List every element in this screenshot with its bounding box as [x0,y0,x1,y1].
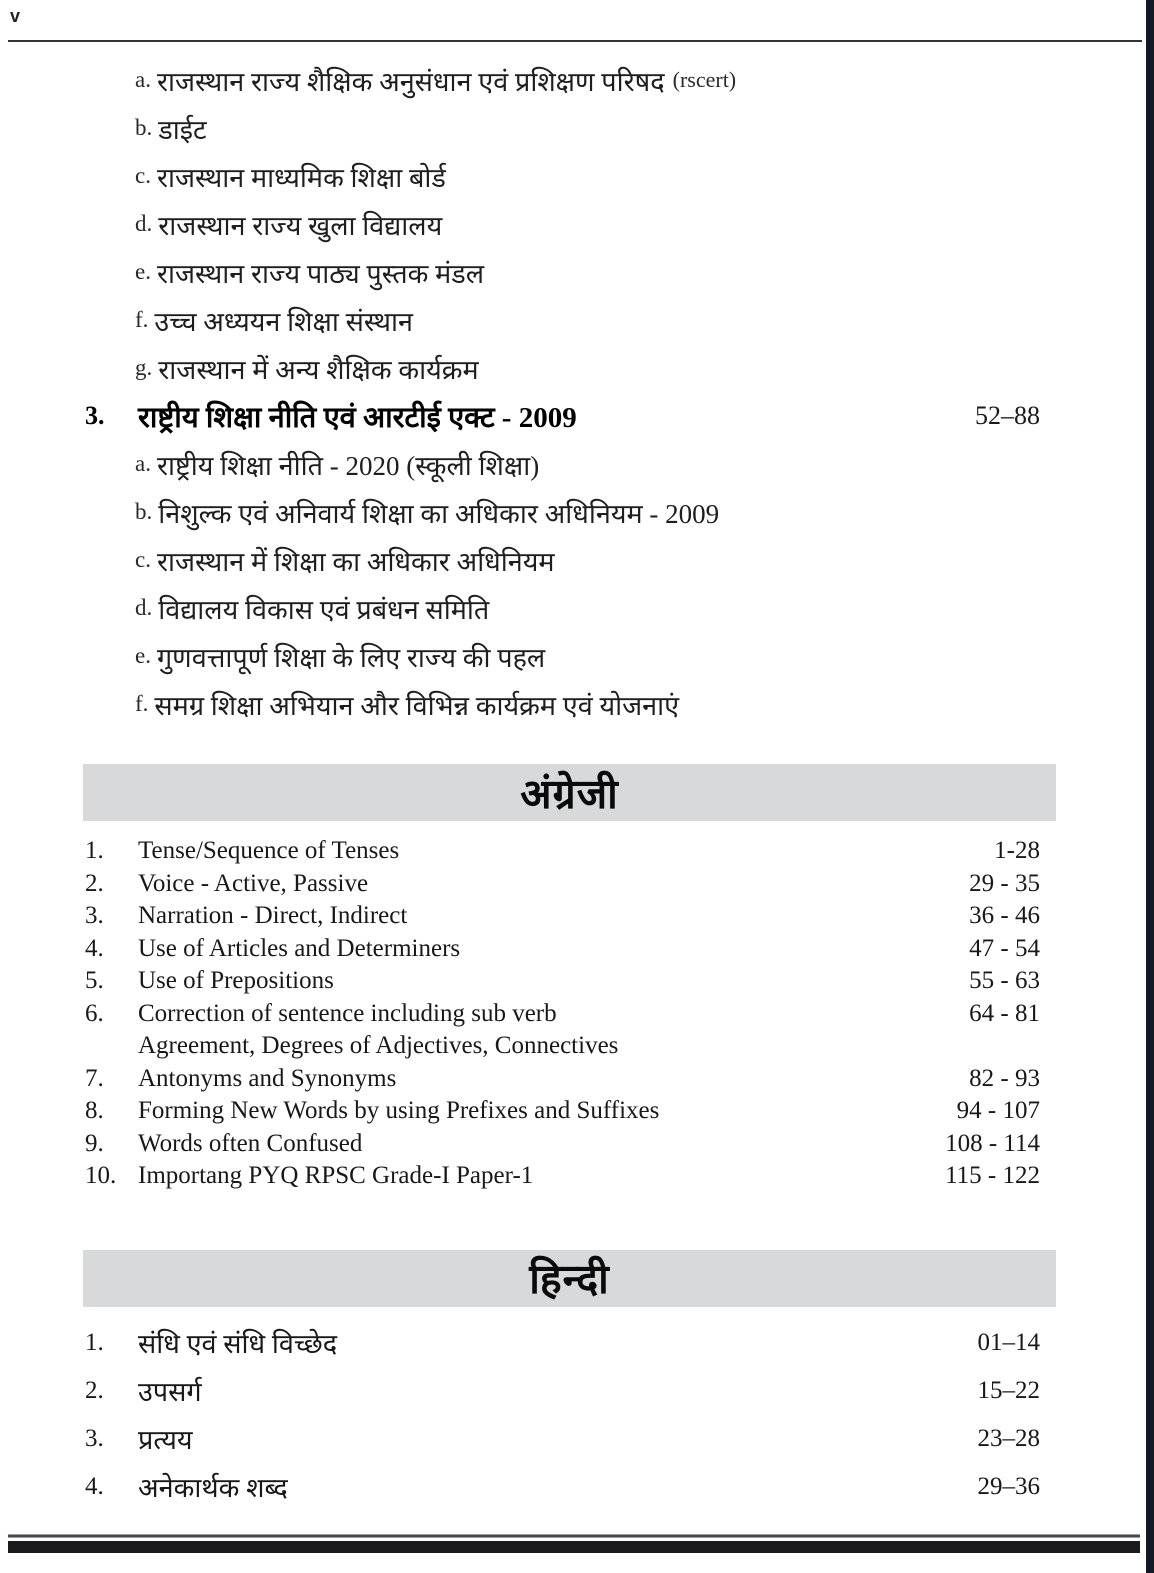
subitem-letter: e. [135,259,151,284]
toc-row-page-range: 108 - 114 [945,1129,1040,1157]
subitem-text: राजस्थान राज्य पाठ्य पुस्तक मंडल [156,258,485,289]
toc-row-number: 4. [85,1472,104,1500]
subitem-text: राजस्थान में अन्य शैक्षिक कार्यक्रम [158,354,479,385]
toc-row-number: 1. [85,837,104,865]
chapter-title: राष्ट्रीय शिक्षा नीति एवं आरटीई एक्ट - 2009 [138,401,577,434]
subitem-letter: g. [135,355,153,380]
toc-subitem [0,200,1154,248]
toc-subitem [0,584,1154,632]
subitem-text: राजस्थान में शिक्षा का अधिकार अधिनियम [156,546,555,577]
chapter-row [0,392,1154,440]
hindi-toc-list [0,1319,1154,1511]
chapter-number: 3. [85,401,105,430]
subitem-text: राष्ट्रीय शिक्षा नीति - 2020 (स्कूली शिक्षा) [156,450,540,481]
subitem-letter: b. [135,499,153,524]
subitem-letter: d. [135,595,153,620]
toc-row-page-range: 15–22 [977,1376,1040,1404]
section-header-english [83,764,1056,821]
subitem-text: गुणवत्तापूर्ण शिक्षा के लिए राज्य की पहल [156,642,546,673]
toc-row [0,1319,1154,1367]
subitem-text: उच्च अध्ययन शिक्षा संस्थान [154,306,414,337]
toc-row-number: 9. [85,1129,104,1157]
toc-row-page-range: 23–28 [977,1424,1040,1452]
toc-row [0,868,1154,901]
toc-row-title-line2: Agreement, Degrees of Adjectives, Connectives [138,1032,619,1060]
subitem-text: राजस्थान राज्य खुला विद्यालय [158,210,443,241]
subitem-text: निशुल्क एवं अनिवार्य शिक्षा का अधिकार अधिनियम - 2009 [158,498,720,529]
toc-row [0,835,1154,868]
toc-row-page-range: 29–36 [977,1472,1040,1500]
toc-row-title: Voice - Active, Passive [138,869,369,897]
toc-row [0,1160,1154,1193]
toc-row-page-range: 01–14 [977,1328,1040,1356]
toc-row [0,1063,1154,1096]
toc-row [0,1415,1154,1463]
section-header-english-label: अंग्रेजी [520,770,619,817]
subitem-letter: a. [135,67,151,92]
toc-row-title: अनेकार्थक शब्द [138,1473,288,1503]
toc-row-number: 2. [85,869,104,897]
toc-row-page-range: 1-28 [994,837,1040,865]
subitem-text: समग्र शिक्षा अभियान और विभिन्न कार्यक्रम एवं योजनाएं [154,690,680,721]
page-corner-label: v [10,6,21,26]
toc-row [0,998,1154,1031]
toc-row-title: Forming New Words by using Prefixes and Suffixes [138,1097,660,1125]
subitem-text: विद्यालय विकास एवं प्रबंधन समिति [158,594,490,625]
toc-subitem [0,536,1154,584]
subitem-letter: c. [135,547,151,572]
toc-subitem [0,488,1154,536]
toc-row-number: 7. [85,1064,104,1092]
toc-subitem [0,632,1154,680]
toc-row [0,1095,1154,1128]
toc-row-number: 3. [85,902,104,930]
toc-row-number: 5. [85,967,104,995]
toc-row-page-range: 47 - 54 [969,934,1040,962]
toc-row-title: Use of Prepositions [138,967,334,995]
bottom-rule-thick [8,1541,1140,1553]
subitem-letter: f. [135,307,149,332]
toc-subitem [0,248,1154,296]
toc-row [0,933,1154,966]
toc-subitem [0,344,1154,392]
toc-row-title: Tense/Sequence of Tenses [138,837,400,865]
top-rule [8,40,1142,42]
toc-subitem [0,152,1154,200]
subitem-text: राजस्थान माध्यमिक शिक्षा बोर्ड [156,162,446,193]
toc-subitem [0,104,1154,152]
toc-row-number: 6. [85,999,104,1027]
toc-row-page-range: 115 - 122 [945,1162,1040,1190]
section-header-hindi-label: हिन्दी [529,1256,610,1302]
toc-row-number: 4. [85,934,104,962]
toc-row-title: Correction of sentence including sub verb [138,999,557,1027]
subitem-letter: a. [135,451,151,476]
toc-row [0,900,1154,933]
toc-row-number: 3. [85,1424,104,1452]
toc-row-page-range: 94 - 107 [956,1097,1040,1125]
toc-row-number: 10. [85,1162,117,1190]
subitem-letter: d. [135,211,153,236]
english-toc-list [0,835,1154,1193]
toc-row-title: Words often Confused [138,1129,363,1157]
toc-row-page-range: 82 - 93 [969,1064,1040,1092]
scan-edge-strip [1146,0,1154,1573]
toc-row-number: 1. [85,1328,104,1356]
toc-row-page-range: 55 - 63 [969,967,1040,995]
chapter-page-range: 52–88 [975,401,1040,430]
toc-row [0,1463,1154,1511]
toc-row-page-range: 64 - 81 [969,999,1040,1027]
toc-subitem [0,56,1154,104]
subitem-text: डाईट [158,114,207,145]
toc-row-title: उपसर्ग [138,1377,202,1407]
toc-subitem [0,296,1154,344]
toc-row-title: Narration - Direct, Indirect [138,902,408,930]
toc-row-page-range: 36 - 46 [969,902,1040,930]
toc-row-number: 2. [85,1376,104,1404]
section-header-hindi [83,1250,1056,1307]
subitem-suffix: (rscert) [672,67,737,92]
toc-row [0,1128,1154,1161]
toc-row [0,965,1154,998]
toc-row-title: प्रत्यय [138,1425,193,1455]
toc-row [0,1367,1154,1415]
toc-row-number: 8. [85,1097,104,1125]
subitem-letter: b. [135,115,153,140]
subitem-letter: c. [135,163,151,188]
toc-row-title: संधि एवं संधि विच्छेद [138,1329,338,1359]
subitem-letter: f. [135,691,149,716]
toc-subitem [0,440,1154,488]
toc-row-page-range: 29 - 35 [969,869,1040,897]
bottom-rule-thin [8,1534,1140,1538]
subitem-text: राजस्थान राज्य शैक्षिक अनुसंधान एवं प्रशिक्षण परिषद [156,66,665,97]
toc-row-title: Use of Articles and Determiners [138,934,461,962]
toc-subitem [0,680,1154,728]
toc-row-continuation [0,1030,1154,1063]
toc-row-title: Importang PYQ RPSC Grade-I Paper-1 [138,1162,534,1190]
subitem-letter: e. [135,643,151,668]
toc-row-title: Antonyms and Synonyms [138,1064,397,1092]
